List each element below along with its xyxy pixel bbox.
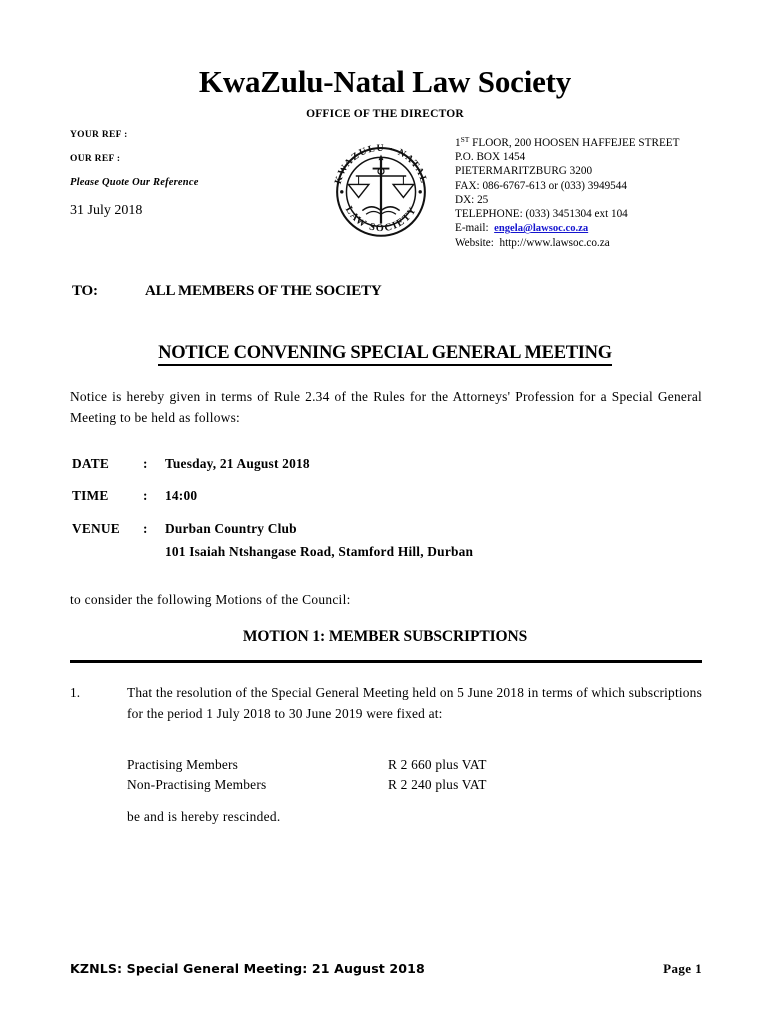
motion-divider	[70, 660, 702, 663]
detail-row-venue	[72, 522, 672, 535]
consider-motions-line: to consider the following Motions of the Council:	[70, 592, 351, 607]
letter-date: 31 July 2018	[70, 203, 143, 218]
reference-block	[70, 131, 300, 189]
svg-text:LAW SOCIETY: LAW SOCIETY	[342, 204, 420, 235]
fee-label: Practising Members	[127, 757, 239, 772]
clause-text: That the resolution of the Special General Meeting held on 5 June 2018 in terms of which subscriptions for the period 1 July 2018 to 30 June 2019 were fixed at:	[127, 685, 702, 721]
detail-label: DATE	[72, 456, 110, 471]
website-label: Website:	[455, 237, 494, 250]
motion-1-heading: MOTION 1: MEMBER SUBSCRIPTIONS	[242, 628, 528, 645]
office-subtitle: OFFICE OF THE DIRECTOR	[306, 108, 464, 120]
notice-title-text: NOTICE CONVENING SPECIAL GENERAL MEETING	[158, 343, 612, 366]
city-postcode: PIETERMARITZBURG 3200	[455, 165, 593, 178]
fee-amount: R 2 660 plus VAT	[388, 757, 487, 772]
email-link[interactable]: engela@lawsoc.co.za	[494, 223, 589, 235]
to-recipient: ALL MEMBERS OF THE SOCIETY	[145, 283, 382, 299]
detail-colon: :	[143, 488, 148, 504]
website-row	[455, 236, 715, 250]
organisation-title: KwaZulu-Natal Law Society	[198, 64, 572, 99]
fee-row	[127, 775, 647, 795]
street-address: 1ST FLOOR, 200 HOOSEN HAFFEJEE STREET	[455, 135, 680, 149]
po-box: P.O. BOX 1454	[455, 151, 526, 164]
dx-number: DX: 25	[455, 193, 489, 206]
footer-document-title: KZNLS: Special General Meeting: 21 August 2018	[70, 961, 425, 976]
to-colon: :	[93, 283, 98, 299]
telephone-number: TELEPHONE: (033) 3451304 ext 104	[455, 208, 628, 221]
motion-clause-1	[70, 682, 702, 724]
email-row	[455, 221, 715, 236]
website-url: http://www.lawsoc.co.za	[499, 237, 610, 250]
footer-page-number: Page 1	[663, 961, 702, 976]
law-society-seal-icon	[322, 134, 440, 246]
quote-reference-note: Please Quote Our Reference	[70, 177, 199, 188]
notice-paragraph: Notice is hereby given in terms of Rule 2.34 of the Rules for the Attorneys' Profession for a Special General Meeting to be held as follows:	[70, 389, 702, 425]
detail-value: Durban Country Club	[165, 520, 297, 536]
meeting-details	[72, 457, 672, 559]
detail-label: VENUE	[72, 520, 120, 536]
detail-row-time	[72, 489, 672, 502]
your-ref-label: YOUR REF :	[70, 130, 128, 140]
addressee-line	[72, 283, 382, 300]
detail-colon: :	[143, 520, 148, 536]
page-footer	[70, 961, 702, 977]
detail-value: 14:00	[165, 488, 198, 504]
rescind-line: be and is hereby rescinded.	[127, 809, 281, 824]
address-block	[455, 133, 715, 251]
email-label: E-mail:	[455, 222, 489, 235]
fax-number: FAX: 086-6767-613 or (033) 3949544	[455, 179, 627, 192]
detail-row-date	[72, 457, 672, 470]
detail-venue-address: 101 Isaiah Ntshangase Road, Stamford Hill, Durban	[165, 544, 474, 560]
to-label: TO	[72, 283, 94, 299]
fee-amount: R 2 240 plus VAT	[388, 777, 487, 792]
detail-colon: :	[143, 456, 148, 471]
notice-title	[0, 343, 770, 364]
subscription-fee-list	[127, 755, 647, 795]
detail-label: TIME	[72, 488, 109, 504]
detail-value: Tuesday, 21 August 2018	[165, 456, 310, 471]
our-ref-label: OUR REF :	[70, 153, 121, 164]
fee-label: Non-Practising Members	[127, 777, 267, 792]
svg-text:KWAZULU · NATAL: KWAZULU · NATAL	[332, 142, 430, 186]
fee-row	[127, 755, 647, 775]
clause-number: 1.	[70, 685, 81, 700]
